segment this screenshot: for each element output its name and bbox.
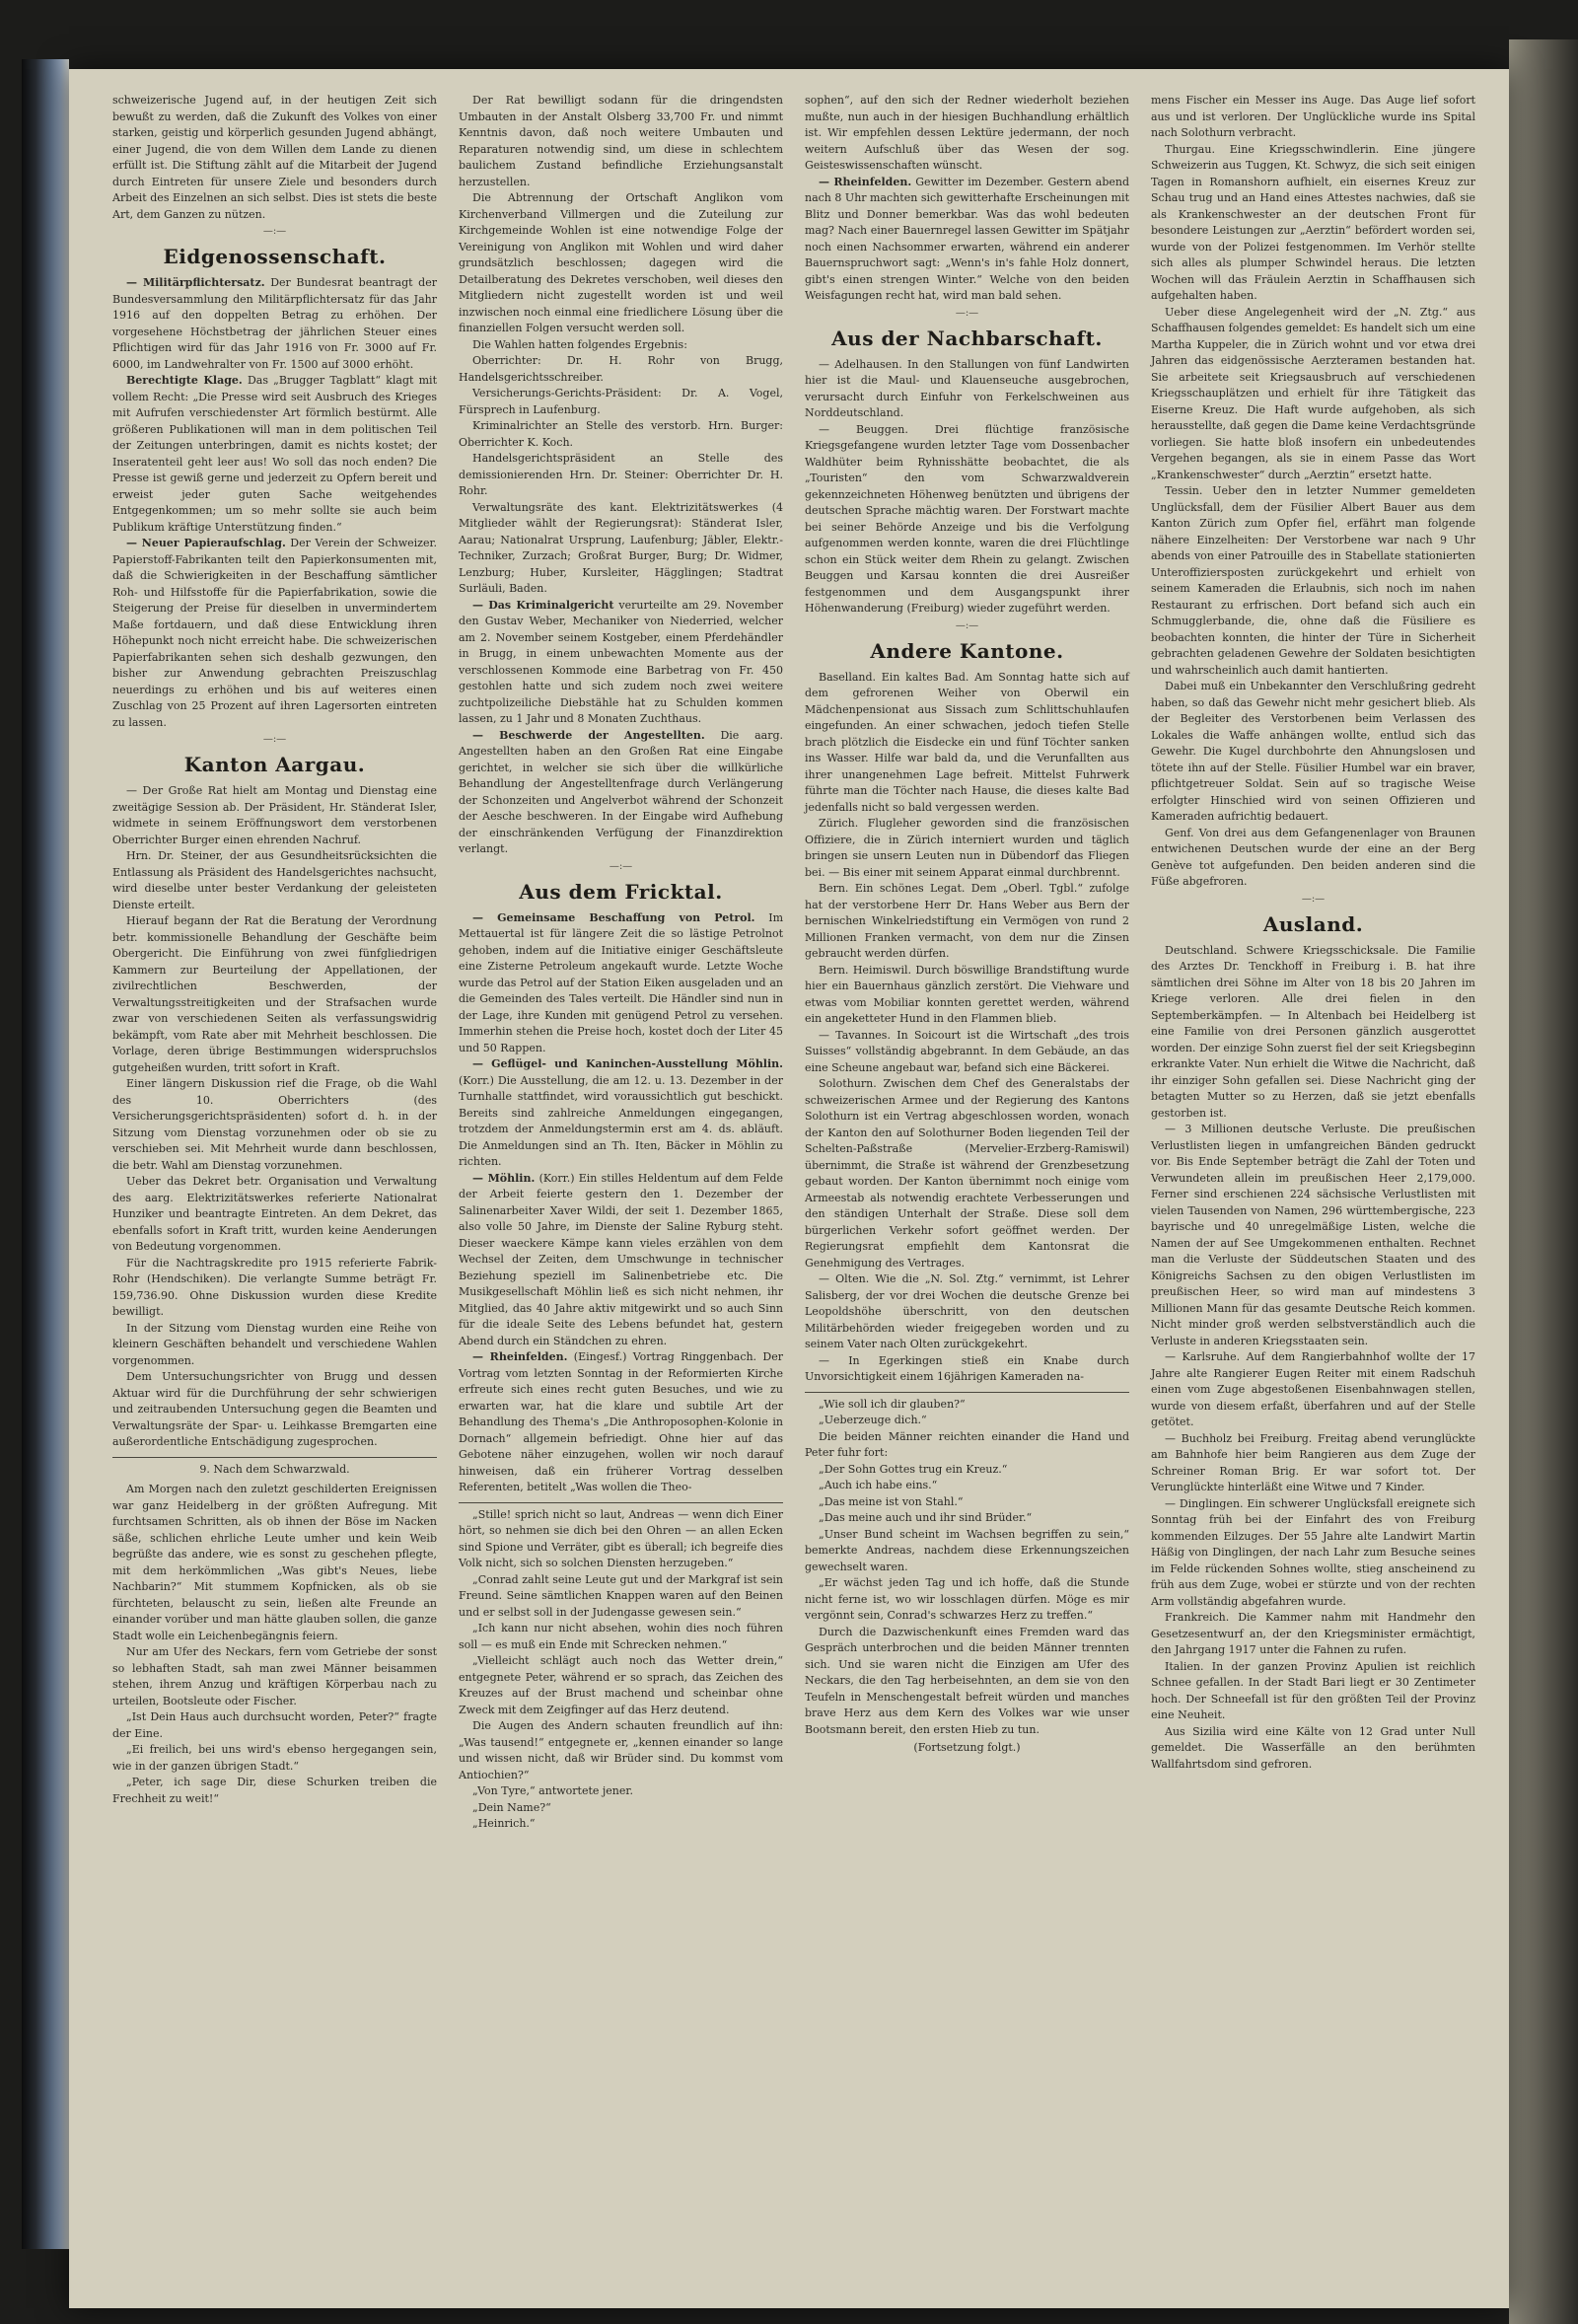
article-paragraph: Kriminalrichter an Stelle des verstorb. Hrn. Burger: Oberrichter K. Koch. <box>459 419 783 449</box>
article-paragraph <box>459 728 783 858</box>
feuilleton-paragraph: „Stille! sprich nicht so laut, Andreas — wenn dich Einer hört, so nehmen sie dich bei den Ohren — an allen Ecken sind Spione und Verräter, gibt es überall; ich begreife dies Volk nicht, sich so solchen Diensten herzugeben.“ <box>459 1507 783 1569</box>
article-paragraph: Ueber diese Angelegenheit wird der „N. Ztg.“ aus Schaffhausen folgendes gemeldet: Es handelt sich um eine Martha Kuppeler, die in Zürich wohnt und vor etwa drei Jahren das eidgenössische Aerzteramen bestanden hat. Sie arbeitete seit Kriegsausbruch auf verschiedenen Kriegsschauplätzen und erhielt für ihre Tätigkeit das Eiserne Kreuz. Die Haft wurde aufgehoben, als sich herausstellte, daß gegen die Dame keine Verdachtsgründe vorliegen. Sie hatte bloß insofern ein unbedeutendes Vergehen begangen, als sie in einem Passe das Wort „Krankenschwester“ durch „Aerztin“ ersetzt hatte. <box>1151 305 1475 481</box>
separator: —:— <box>262 226 287 237</box>
separator: —:— <box>955 307 979 319</box>
feuilleton-paragraph: „Der Sohn Gottes trug ein Kreuz.“ <box>819 1462 1008 1476</box>
feuilleton-paragraph: „Ueberzeuge dich.“ <box>819 1414 927 1426</box>
feuilleton-paragraph: Nur am Ufer des Neckars, fern vom Getriebe der sonst so lebhaften Stadt, sah man zwei Männer beisammen stehen, ihrem Anzug und kräftigen Körperbau nach zu urteilen, Bootsleute oder Fischer. <box>112 1645 437 1707</box>
article-lead: — Möhlin. <box>472 1171 536 1185</box>
article-paragraph: Solothurn. Zwischen dem Chef des Generalstabs der schweizerischen Armee und der Regierung des Kantons Solothurn ist ein Vertrag abgeschlossen worden, wonach der Kanton den auf Solothurner Boden liegenden Teil der Schelten-Paßstraße (Mervelier-Erzberg-Ramiswil) übernimmt, die Straße ist während der Grenzbesetzung gebaut worden. Der Kanton übernimmt noch einige vom Armeestab als notwendig erachtete Verbesserungen und den ständigen Unterhalt der Straße. Diese soll dem bürgerlichen Verkehr sofort geöffnet werden. Der Regierungsrat empfiehlt dem Kantonsrat die Genehmigung des Vertrages. <box>805 1077 1129 1270</box>
article-text: mens Fischer ein Messer ins Auge. Das Auge lief sofort aus und ist verloren. Der Unglückliche wurde ins Spital nach Solothurn verbracht. <box>1151 94 1475 139</box>
column-1 <box>108 93 441 2269</box>
separator: —:— <box>609 860 633 872</box>
article-lead: Berechtigte Klage. <box>126 374 243 387</box>
feuilleton-paragraph: „Ich kann nur nicht absehen, wohin dies noch führen soll — es muß ein Ende mit Schrecken nehmen.“ <box>459 1622 783 1651</box>
feuilleton-paragraph: Durch die Dazwischenkunft eines Fremden ward das Gespräch unterbrochen und die beiden Männer trennten sich. Und sie waren nicht die Einzigen am Ufer des Neckars, die den Tag herbeisehnten, an dem sie von den Teufeln in Menschengestalt befreit würden und manches brave Herz aus dem Kern des Volkes war wie unser Bootsmann bereit, den ersten Hieb zu tun. <box>805 1625 1129 1736</box>
feuilleton-paragraph: Am Morgen nach den zuletzt geschilderten Ereignissen war ganz Heidelberg in der größten Aufregung. Mit furchtsamen Schritten, als ob ihnen der Böse im Nacken säße, schlichen ehrliche Leute umher und kein Weib begrüßte das andere, wie es sonst zu geschehen pflegte, mit dem herkömmlichen „Was gibt's Neues, liebe Nachbarin?“ Mit stummem Kopfnicken, als ob sie fürchteten, belauscht zu sein, ließen alte Freunde an einander vorüber und man hätte glauben sollen, die ganze Stadt wolle ein Leichenbegängnis feiern. <box>112 1483 437 1642</box>
feuilleton-paragraph: Die beiden Männer reichten einander die Hand und Peter fuhr fort: <box>805 1429 1129 1459</box>
article-paragraph <box>112 275 437 373</box>
section-heading: Andere Kantone. <box>870 638 1064 663</box>
separator: —:— <box>1301 893 1326 905</box>
article-text: Gewitter im Dezember. Gestern abend nach 8 Uhr machten sich gewitterhafte Erscheinungen mit Blitz und Donner bemerkbar. Was das wohl bedeuten mag? Nach einer Bauernregel lassen Gewitter im Spätjahr noch einen Nachsommer erwarten, während ein anderer Bauernspruchwort sagt: „Wenn's in's fahle Holz donnert, gibt's einen strengen Winter.“ Welche von den beiden Weisfagungen recht hat, wird man bald sehen. <box>805 175 1130 302</box>
article-paragraph <box>805 175 1129 305</box>
article-paragraph: — In Egerkingen stieß ein Knabe durch Unvorsichtigkeit einem 16jährigen Kameraden na- <box>805 1353 1129 1383</box>
article-paragraph: — Beuggen. Drei flüchtige französische Kriegsgefangene wurden letzter Tage vom Dossenbacher Waldhüter beim Ryhnisshätte beobachtet, die als „Touristen“ den vom Schwarzwaldverein gekennzeichneten Höhenweg benützten und übrigens der deutschen Sprache mächtig waren. Der Forstwart machte bei seiner Behörde Anzeige und bis die Verfolgung aufgenommen werden konnte, waren die drei Flüchtlinge schon ein Stück weiter dem Rhein zu gelangt. Zwischen Beuggen und Karsau konnten die drei Ausreißer festgenommen und dem Ausgangspunkt ihrer Höhenwanderung (Freiburg) wieder zugeführt werden. <box>805 422 1129 615</box>
feuilleton-paragraph: „Auch ich habe eins.“ <box>819 1479 938 1491</box>
article-paragraph: Tessin. Ueber den in letzter Nummer gemeldeten Unglücksfall, dem der Füsilier Albert Bauer aus dem Kanton Zürich zum Opfer fiel, erfährt man folgende nähere Einzelheiten: Der Verstorbene war nach 9 Uhr abends von einer Patrouille des in Stabellate stationierten Unteroffiziersposten zurückgekehrt und erhielt von seinem Kameraden die Erlaubnis, sich noch im nahen Restaurant zu erfrischen. Dort befand sich auch ein Schmugglerbande, die, ohne daß die Füsiliere es beobachten konnten, die hinter der Türe in Sicherheit gebrachten geladenen Gewehre der Soldaten besichtigten und wahrscheinlich auch damit hantierten. <box>1151 484 1475 677</box>
article-lead: — Neuer Papieraufschlag. <box>126 537 286 549</box>
feuilleton-chapter-title: 9. Nach dem Schwarzwald. <box>199 1462 350 1476</box>
section-heading: Aus der Nachbarschaft. <box>831 326 1103 350</box>
feuilleton-paragraph: „Heinrich.“ <box>472 1817 536 1830</box>
article-text: (Korr.) Die Ausstellung, die am 12. u. 13. Dezember in der Turnhalle stattfindet, wird voraussichtlich gut beschickt. Bereits sind zahlreiche Anmeldungen eingegangen, trotzdem der Anmeldungstermin erst am 4. ds. abläuft. Die Anmeldungen sind an Th. Iten, Bäcker in Möhlin zu richten. <box>459 1073 783 1168</box>
article-paragraph: Hrn. Dr. Steiner, der aus Gesundheitsrücksichten die Entlassung als Präsident des Handelsgerichtes nachsucht, wird dieselbe unter bester Verdankung der geleisteten Dienste erteilt. <box>112 849 437 911</box>
article-paragraph: Bern. Ein schönes Legat. Dem „Oberl. Tgbl.“ zufolge hat der verstorbene Herr Dr. Hans Weber aus Bern der bernischen Winkelriedstiftung ein Vermögen von rund 2 Millionen Franken vermacht, von dem nur die Zinsen gebraucht werden dürfen. <box>805 882 1129 960</box>
article-paragraph: Handelsgerichtspräsident an Stelle des demissionierenden Hrn. Dr. Steiner: Oberrichter Dr. H. Rohr. <box>459 452 783 497</box>
article-paragraph: Frankreich. Die Kammer nahm mit Handmehr den Gesetzesentwurf an, der den Kriegsminister ermächtigt, den Jahrgang 1917 unter die Fahnen zu rufen. <box>1151 1611 1475 1656</box>
separator: —:— <box>262 734 287 745</box>
article-paragraph: Dabei muß ein Unbekannter den Verschlußring gedreht haben, so daß das Gewehr nicht mehr gesichert blieb. Als der Begleiter des Verstorbenen beim Verlassen des Lokales die Waffe anhängen wollte, entlud sich das Gewehr. Die Kugel durchbohrte den Ahnungslosen und tötete ihn auf der Stelle. Füsilier Humbel war ein braver, pflichtgetreuer Soldat. Sein auf so tragische Weise erfolgter Hinschied wird von seinen Offizieren und Kameraden aufrichtig bedauert. <box>1151 680 1475 823</box>
feuilleton-paragraph: „Unser Bund scheint im Wachsen begriffen zu sein,“ bemerkte Andreas, nachdem diese Erkennungszeichen gewechselt waren. <box>805 1527 1129 1573</box>
article-paragraph: Hierauf begann der Rat die Beratung der Verordnung betr. kommissionelle Behandlung der Geschäfte beim Obergericht. Die Einführung von zwei fünfgliedrigen Kammern zur Beurteilung der Appellationen, der zivilrechtlichen Beschwerden, der Verwaltungsstreitigkeiten und der Strafsachen wurde zwar von verschiedenen Seiten als verfassungswidrig bekämpft, vom Rate aber mit Mehrheit beschlossen. Die Vorlage, deren übrige Bestimmungen widerspruchslos gutgeheißen wurden, tritt sofort in Kraft. <box>112 914 437 1074</box>
article-paragraph: Für die Nachtragskredite pro 1915 referierte Fabrik-Rohr (Hendschiken). Die verlangte Summe beträgt Fr. 159,736.90. Ohne Diskussion wurden diese Kredite bewilligt. <box>112 1256 437 1318</box>
feuilleton-rule <box>805 1392 1129 1393</box>
feuilleton-paragraph: „Er wächst jeden Tag und ich hoffe, daß die Stunde nicht ferne ist, wo wir losschlagen dürfen. Möge es mir vergönnt sein, Conrad's schwarzes Herz zu treffen.“ <box>805 1576 1129 1622</box>
article-paragraph: Einer längern Diskussion rief die Frage, ob die Wahl des 10. Oberrichters (des Versicherungsgerichtspräsidenten) sofort d. h. in der Sitzung vom Dienstag vorzunehmen oder ob sie zu verschieben sei. Mit Mehrheit wurde dann beschlossen, die betr. Wahl am Dienstag vorzunehmen. <box>112 1077 437 1172</box>
feuilleton-paragraph: „Das meine ist von Stahl.“ <box>819 1494 964 1508</box>
section-heading: Ausland. <box>1262 911 1364 936</box>
continuation-note: (Fortsetzung folgt.) <box>913 1741 1021 1754</box>
article-paragraph: Ueber das Dekret betr. Organisation und Verwaltung des aarg. Elektrizitätswerkes referierte Nationalrat Hunziker und beantragte Eintreten. An dem Dekret, das ebenfalls sofort in Kraft tritt, wurden keine Aenderungen von Bedeutung vorgenommen. <box>112 1175 437 1253</box>
article-paragraph <box>459 910 783 1057</box>
feuilleton-rule <box>112 1457 437 1458</box>
article-paragraph: — Der Große Rat hielt am Montag und Dienstag eine zweitägige Session ab. Der Präsident, Hr. Ständerat Isler, widmete in seinem Eröffnungswort dem verstorbenen Oberrichter Burger einen ehrenden Nachruf. <box>112 784 437 846</box>
article-lead: — Rheinfelden. <box>472 1350 568 1363</box>
article-paragraph: Deutschland. Schwere Kriegsschicksale. Die Familie des Arztes Dr. Tenckhoff in Freiburg i. B. hat ihre sämtlichen drei Söhne im Alter von 18 bis 20 Jahren im Kriege verloren. Alle drei fielen in den Septemberkämpfen. — In Altenbach bei Heidelberg ist eine Familie von drei Personen gänzlich ausgerottet worden. Der einzige Sohn zuerst fiel der seit Kriegsbeginn erkrankte Vater. Nun erhielt die Witwe die Nachricht, daß ihr einziger Sohn gefallen sei. Diese Nachricht ging der betagten Mutter so zu Herzen, daß sie jetzt ebenfalls gestorben ist. <box>1151 943 1475 1120</box>
column-grid <box>108 93 1479 2269</box>
feuilleton-paragraph: „Ei freilich, bei uns wird's ebenso hergegangen sein, wie in der ganzen übrigen Stadt.“ <box>112 1743 437 1773</box>
article-text: Der Bundesrat beantragt der Bundesversammlung den Militärpflichtersatz für das Jahr 1916 auf den doppelten Betrag zu erhöhen. Der vorgesehene Höchstbetrag der jährlichen Steuer eines Pflichtigen wird für das Jahr 1916 von Fr. 3000 auf Fr. 6000, im Landwehralter von Fr. 1500 auf 3000 erhöht. <box>112 276 437 371</box>
section-heading: Aus dem Fricktal. <box>519 879 723 904</box>
article-paragraph: Bern. Heimiswil. Durch böswillige Brandstiftung wurde hier ein Bauernhaus gänzlich zerstört. Die Viehware und etwas vom Mobiliar konnten gerettet werden, während ein angeketteter Hund in den Flammen blieb. <box>805 963 1129 1025</box>
article-text: Der Verein der Schweizer. Papierstoff-Fabrikanten teilt den Papierkonsumenten mit, daß die Schwierigkeiten in der Beschaffung sämtlicher Roh- und Hilfsstoffe für die Papierfabrikation, sowie die Steigerung der Preise für dieselben in unvermindertem Maße fortdauern, und daß diese Entwicklung ihren Höhepunkt noch nicht erreicht habe. Die schweizerischen Papierfabrikanten sehen sich deshalb gezwungen, den bisher zur Anwendung gebrachten Preiszuschlag neuerdings zu erhöhen und bis auf weiteres einen Zuschlag von 25 Prozent auf ihren Lagersorten eintreten zu lassen. <box>112 537 438 729</box>
article-text: (Eingesf.) Vortrag Ringgenbach. Der Vortrag vom letzten Sonntag in der Reformierten Kirche erfreute sich eines recht guten Besuches, und wie zu erwarten war, hat die klare und subtile Art der Behandlung des Thema's „Die Anthroposophen-Kolonie in Dornach“ allgemein befriedigt. Ohne hier auf das Gebotene näher einzugehen, wollen wir noch darauf hinweisen, daß ein früherer Vortrag desselben Referenten, betitelt „Was wollen die Theo- <box>459 1350 783 1493</box>
column-3 <box>801 93 1133 2269</box>
page-edge <box>1509 39 1578 2324</box>
article-text: sophen“, auf den sich der Redner wiederholt beziehen mußte, nun auch in der hiesigen Buchhandlung erhältlich ist. Wir empfehlen dessen Lektüre jedermann, der noch weitern Aufschluß über das Wesen der sog. Geisteswissenschaften wünscht. <box>805 94 1129 172</box>
article-paragraph: Oberrichter: Dr. H. Rohr von Brugg, Handelsgerichtsschreiber. <box>459 354 783 384</box>
feuilleton-paragraph: „Vielleicht schlägt auch noch das Wetter drein,“ entgegnete Peter, während er so sprach, das Zeichen des Kreuzes auf der Brust machend und scheinbar ohne Zweck mit dem Zeigfinger auf das Herz deutend. <box>459 1654 783 1716</box>
article-paragraph <box>459 1056 783 1171</box>
article-paragraph: In der Sitzung vom Dienstag wurden eine Reihe von kleinern Geschäften behandelt und verschiedene Wahlen vorgenommen. <box>112 1321 437 1367</box>
article-lead: — Beschwerde der Angestellten. <box>472 728 705 742</box>
column-4 <box>1147 93 1479 2269</box>
article-lead: — Gemeinsame Beschaffung von Petrol. <box>472 910 755 924</box>
article-paragraph: Zürich. Flugleher geworden sind die französischen Offiziere, die in Zürich interniert wurden und täglich bringen sie unsern Leuten nun in Dübendorf das Fliegen bei. — Bis einer mit seinem Apparat einmal durchbrennt. <box>805 817 1129 879</box>
article-paragraph: — Tavannes. In Soicourt ist die Wirtschaft „des trois Suisses“ vollständig abgebrannt. In dem Gebäude, an das eine Scheune angebaut war, befand sich eine Bäckerei. <box>805 1028 1129 1074</box>
article-lead: — Militärpflichtersatz. <box>126 276 265 289</box>
article-paragraph: Versicherungs-Gerichts-Präsident: Dr. A. Vogel, Fürsprech in Laufenburg. <box>459 387 783 416</box>
article-paragraph: Aus Sizilia wird eine Kälte von 12 Grad unter Null gemeldet. Die Wasserfälle an den berühmten Wallfahrtsdom sind gefroren. <box>1151 1724 1475 1771</box>
feuilleton-paragraph: „Wie soll ich dir glauben?“ <box>819 1397 966 1411</box>
article-text: (Korr.) Ein stilles Heldentum auf dem Felde der Arbeit feierte gestern den 1. Dezember der Salinenarbeiter Xaver Wildi, der seit 1. Dezember 1865, also volle 50 Jahre, im Dienste der Saline Ryburg steht. Dieser waeckere Kämpe kann vieles erzählen von dem Wechsel der Zeiten, dem Umschwunge in technischer Beziehung speziell im Salinenbetriebe etc. Die Musikgesellschaft Möhlin ließ es sich nicht nehmen, ihr Mitglied, das 40 Jahre aktiv mitgewirkt und so auch Sinn für die ideale Seite des Lebens befundet hat, gestern Abend durch ein Ständchen zu ehren. <box>459 1171 783 1347</box>
article-paragraph <box>459 598 783 728</box>
feuilleton-paragraph: „Dein Name?“ <box>472 1800 551 1814</box>
feuilleton-paragraph: „Ist Dein Haus auch durchsucht worden, Peter?“ fragte der Eine. <box>112 1710 437 1740</box>
article-paragraph <box>459 1171 783 1350</box>
article-paragraph: Baselland. Ein kaltes Bad. Am Sonntag hatte sich auf dem gefrorenen Weiher von Oberwil ein Mädchenpensionat aus Sissach zum Schlittschuhlaufen eingefunden. An einer schwachen, jedoch tiefen Stelle brach plötzlich die Eisdecke ein und fünf Töchter sanken ins Wasser. Hilfe war bald da, und die Verunfallten aus ihrer unangenehmen Lage befreit. Mittelst Fuhrwerk führte man die Töchter nach Hause, die dieses kalte Bad jedenfalls nicht so bald vergessen werden. <box>805 670 1129 814</box>
section-heading: Kanton Aargau. <box>183 753 366 776</box>
article-paragraph: — Dinglingen. Ein schwerer Unglücksfall ereignete sich Sonntag früh bei der Einfahrt des von Freiburg kommenden Eilzuges. Der 55 Jahre alte Landwirt Martin Häßig von Dinglingen, der nach Lahr zum Besuche seines im Felde rückenden Sohnes wollte, stieg anscheinend zu früh aus dem Zuge, wobei er stürzte und von der rechten Arm vollständig abgefahren wurde. <box>1151 1496 1475 1608</box>
article-text: Im Mettauertal ist für längere Zeit die so lästige Petrolnot gehoben, indem auf die Initiative einiger Geschäftsleute eine Zisterne Petroleum angekauft wurde. Letzte Woche wurde das Petrol auf der Station Eiken ausgeladen und an die Gemeinden des Tales verteilt. Die Händler sind nun in der Lage, ihre Kunden mit genügend Petrol zu versehen. Immerhin stehen die Preise hoch, kostet doch der Liter 45 und 50 Rappen. <box>459 910 784 1054</box>
article-paragraph: — Karlsruhe. Auf dem Rangierbahnhof wollte der 17 Jahre alte Rangierer Eugen Reiter mit einem Radschuh einen vom Zuge abgestoßenen Eisenbahnwagen stellen, wurde von diesem erfaßt, überfahren und auf der Stelle getötet. <box>1151 1350 1475 1428</box>
article-paragraph: Genf. Von drei aus dem Gefangenenlager von Braunen entwichenen Deutschen wurde der eine an der Berg Genève tot aufgefunden. Den beiden anderen sind die Füße abgefroren. <box>1151 826 1475 888</box>
newspaper-page <box>69 69 1509 2308</box>
feuilleton-paragraph: „Das meine auch und ihr sind Brüder.“ <box>819 1511 1033 1524</box>
book-spine <box>22 59 69 2249</box>
feuilleton-paragraph: „Von Tyre,“ antwortete jener. <box>472 1784 633 1797</box>
article-paragraph: Dem Untersuchungsrichter von Brugg und dessen Aktuar wird für die Durchführung der sehr schwierigen und zeitraubenden Untersuchung gegen die Beamten und Verwaltungsräte der Spar- u. Leihkasse Bremgarten eine außerordentliche Entschädigung zugesprochen. <box>112 1370 437 1448</box>
separator: —:— <box>955 619 979 631</box>
article-paragraph: — Adelhausen. In den Stallungen von fünf Landwirten hier ist die Maul- und Klauenseuche ausgebrochen, verursacht durch Einfuhr von Ferkelschweinen aus Norddeutschland. <box>805 357 1129 419</box>
article-text: Die aarg. Angestellten haben an den Großen Rat eine Eingabe gerichtet, in welcher sie sich über die willkürliche Behandlung der Angestelltenfrage durch Verlängerung der Schonzeiten und Angelverbot während der Schonzeit der Aesche beschweren. In der Eingabe wird Aufhebung der einschränkenden Verfügung der Finanzdirektion verlangt. <box>459 728 783 855</box>
article-text: Das „Brugger Tagblatt“ klagt mit vollem Recht: „Die Presse wird seit Ausbruch des Krieges mit Aufrufen verschiedenster Art förmlich bestürmt. Alle größeren Publikationen will man in dem politischen Teil der Zeitungen unterbringen, damit es nichts kostet; der Inseratenteil geht leer aus! Wo soll das noch enden? Die Presse ist gewiß gerne und jederzeit zu Opfern bereit und erweist jeder guten Sache weitgehendes Entgegenkommen; um so mehr sollte sie auch beim Publikum kräftige Unterstützung finden.“ <box>112 374 437 534</box>
article-paragraph <box>112 536 437 731</box>
article-text: verurteilte am 29. November den Gustav Weber, Mechaniker von Niederried, welcher am 2. November seinem Kostgeber, einem Pferdehändler in Brugg, in einem unbewachten Momente aus der verschlossenen Kommode eine Barbetrag von Fr. 450 gestohlen hatte und sich zudem noch zwei weitere zuchtpolizeiliche Diebstähle hat zu Schulden kommen lassen, zu 1 Jahr und 8 Monaten Zuchthaus. <box>459 598 784 725</box>
article-paragraph <box>112 373 437 536</box>
article-paragraph: — Olten. Wie die „N. Sol. Ztg.“ vernimmt, ist Lehrer Salisberg, der vor drei Wochen die deutsche Grenze bei Leopoldshöhe überschritt, von den deutschen Militärbehörden wieder freigegeben worden und zu seinem Vater nach Olten zurückgekehrt. <box>805 1272 1129 1350</box>
article-paragraph: Die Abtrennung der Ortschaft Anglikon vom Kirchenverband Villmergen und die Zuteilung zur Kirchgemeinde Wohlen ist eine notwendige Folge der Vereinigung von Anglikon mit Wohlen und wird daher grundsätzlich beschlossen; dagegen wird die Detailberatung des Dekretes verschoben, weil dieses den Mitgliedern nicht zugestellt worden ist und weil inzwischen noch einmal eine friedlichere Lösung über die finanziellen Folgen versucht werden soll. <box>459 191 783 334</box>
article-paragraph: Die Wahlen hatten folgendes Ergebnis: <box>472 337 687 351</box>
article-paragraph: Italien. In der ganzen Provinz Apulien ist reichlich Schnee gefallen. In der Stadt Bari liegt er 30 Zentimeter hoch. Der Schneefall ist für den größten Teil der Provinz eine Neuheit. <box>1151 1659 1475 1721</box>
feuilleton-paragraph: „Conrad zahlt seine Leute gut und der Markgraf ist sein Freund. Seine sämtlichen Knappen waren auf den Beinen und er selbst soll in der Judengasse gewesen sein.“ <box>459 1572 783 1619</box>
article-paragraph <box>459 1349 783 1496</box>
article-paragraph: — Buchholz bei Freiburg. Freitag abend verunglückte am Bahnhofe hier beim Rangieren aus dem Zuge der Schreiner Roman Brig. Er war sofort tot. Der Verunglückte hinterläßt eine Witwe und 7 Kinder. <box>1151 1431 1475 1493</box>
article-paragraph: Der Rat bewilligt sodann für die dringendsten Umbauten in der Anstalt Olsberg 33,700 Fr. und nimmt Kenntnis davon, daß noch weitere Umbauten und Reparaturen notwendig sind, um diese in schlechtem baulichem Zustand befindliche Erziehungsanstalt herzustellen. <box>459 94 783 188</box>
feuilleton-paragraph: „Peter, ich sage Dir, diese Schurken treiben die Frechheit zu weit!“ <box>112 1776 437 1805</box>
article-paragraph: Verwaltungsräte des kant. Elektrizitätswerkes (4 Mitglieder wählt der Regierungsrat): Ständerat Isler, Aarau; Nationalrat Ursprung, Laufenburg; Jäbler, Elektr.-Techniker, Zurzach; Großrat Burger, Burg; Dr. Widmer, Lenzburg; Huber, Kursleiter, Hägglingen; Stadtrat Surläuli, Baden. <box>459 500 783 595</box>
article-lead: — Rheinfelden. <box>819 175 912 188</box>
column-2 <box>455 93 787 2269</box>
feuilleton-paragraph: Die Augen des Andern schauten freundlich auf ihn: „Was tausend!“ entgegnete er, „kennen einander so lange und wissen nicht, daß wir Brüder sind. Du kommst vom Antiochien?“ <box>459 1719 783 1781</box>
section-heading: Eidgenossenschaft. <box>163 245 387 268</box>
article-lead: — Geflügel- und Kaninchen-Ausstellung Möhlin. <box>472 1057 783 1070</box>
article-paragraph: — 3 Millionen deutsche Verluste. Die preußischen Verlustlisten liegen in umfangreichen Bänden gedruckt vor. Bis Ende September beträgt die Zahl der Toten und Verwundeten allein im preußischen Heer 2,179,000. Ferner sind erschienen 224 sächsische Verlustlisten mit vielen Tausenden von Namen, 296 württembergische, 223 bayrische und 40 unregelmäßige Listen, welche die Namen der auf See Umgekommenen enthalten. Rechnet man die Verluste der Süddeutschen Staaten und des Königreichs Sachsen zu den obigen Verlustlisten im preußischen Heer, so wird man auf mindestens 3 Millionen Mann für das gesamte Deutsche Reich kommen. Nicht minder groß werden selbstverständlich auch die Verluste in anderen Kriegsstaaten sein. <box>1151 1123 1475 1347</box>
feuilleton-rule <box>459 1502 783 1503</box>
article-lead: — Das Kriminalgericht <box>472 598 614 612</box>
article-paragraph: Thurgau. Eine Kriegsschwindlerin. Eine jüngere Schweizerin aus Tuggen, Kt. Schwyz, die sich seit einigen Tagen in Romanshorn aufhielt, ein eisernes Kreuz zur Schau trug und an Hand eines Attestes nachwies, daß sie als Krankenschwester an der deutschen Front für besondere Leistungen zur „Aerztin“ befördert worden sei, wurde von der Polizei festgenommen. Im Verhör stellte sich alles als plumper Schwindel heraus. Die letzten Wochen will das Fräulein Aerztin in Schaffhausen sich aufgehalten haben. <box>1151 142 1475 302</box>
article-text: schweizerische Jugend auf, in der heutigen Zeit sich bewußt zu werden, daß die Zukunft des Volkes von einer starken, geistig und körperlich gesunden Jugend abhängt, einer Jugend, die von dem Willen dem Lande zu dienen erfüllt ist. Die Stiftung zählt auf die Mitarbeit der Jugend durch Eintreten für unsere Ziele und besonders durch Arbeit des Einzelnen an sich selbst. Dies ist stets die beste Art, dem Ganzen zu nützen. <box>112 94 437 221</box>
